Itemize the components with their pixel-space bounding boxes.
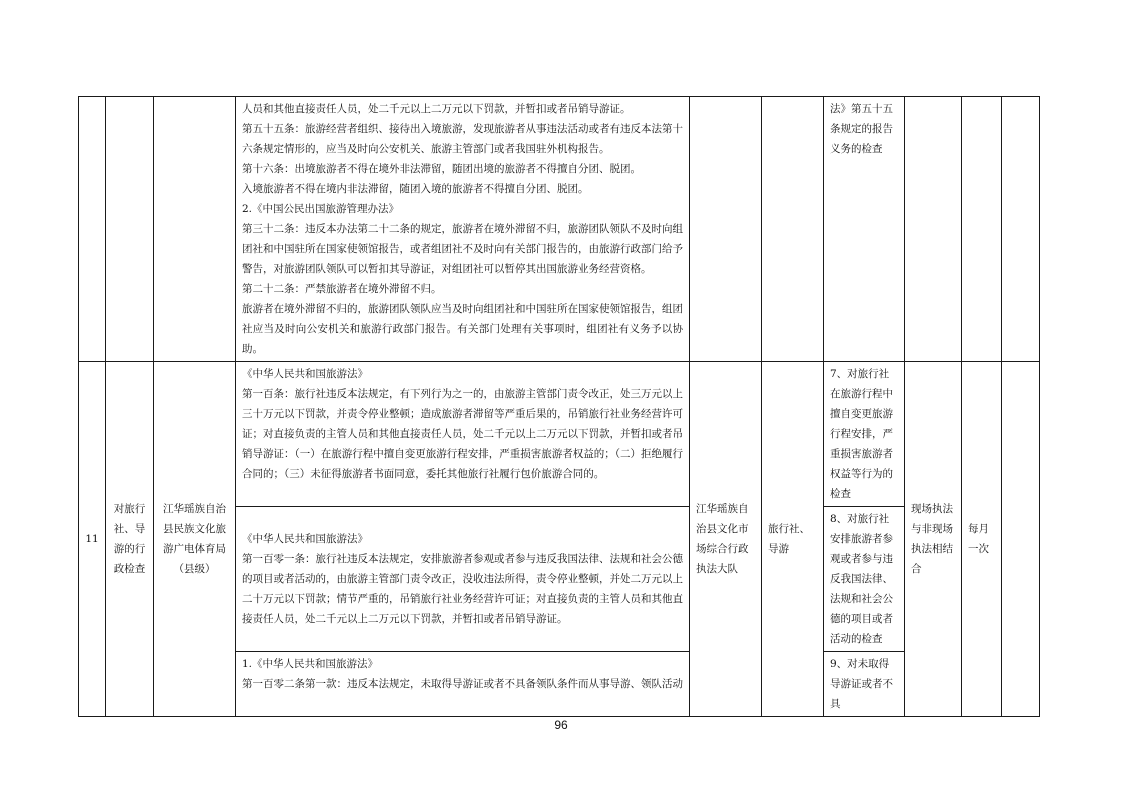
table-row bbox=[79, 362, 1040, 507]
cell-content: 法》第五十五条规定的报告义务的检查 bbox=[824, 97, 905, 362]
cell-dept bbox=[154, 97, 236, 362]
cell-num: 11 bbox=[79, 362, 106, 717]
basis-line: 2.《中国公民出国旅游管理办法》 bbox=[242, 203, 400, 215]
cell-content: 9、对未取得导游证或者不具 bbox=[824, 652, 905, 717]
cell-basis bbox=[236, 652, 690, 717]
basis-line: 第三十二条：违反本办法第二十二条的规定，旅游者在境外滞留不归，旅游团队领队不及时向组团社和中国驻所在国家使领馆报告，或者组团社不及时向有关部门报告的，由旅游行政部门给予警告，对旅游团队领队可以暂扣其导游证，对组团社可以暂停其出国旅游业务经营资格。 bbox=[242, 223, 683, 275]
inspection-table bbox=[78, 96, 1040, 717]
basis-line: 第一百零一条：旅行社违反本法规定，安排旅游者参观或者参与违反我国法律、法规和社会公德的项目或者活动的，由旅游主管部门责令改正，没收违法所得，责令停业整顿，并处二万元以上二十万元以下罚款；情节严重的，吊销旅行社业务经营许可证；对直接负责的主管人员和其他直接责任人员，处二千元以上二万元以下罚款，并暂扣或者吊销导游证。 bbox=[242, 553, 683, 625]
cell-frequency: 每月一次 bbox=[962, 362, 1002, 717]
cell-remark bbox=[1002, 97, 1040, 362]
basis-line: 第二十二条：严禁旅游者在境外滞留不归。 bbox=[242, 283, 442, 295]
cell-basis bbox=[236, 507, 690, 652]
cell-dept: 江华瑶族自治县民族文化旅游广电体育局（县级） bbox=[154, 362, 236, 717]
basis-line: 1.《中华人民共和国旅游法》 bbox=[242, 658, 379, 670]
table-row bbox=[79, 97, 1040, 362]
cell-basis bbox=[236, 362, 690, 507]
cell-object: 旅行社、导游 bbox=[762, 362, 824, 717]
basis-line: 入境旅游者不得在境内非法滞留，随团入境的旅游者不得擅自分团、脱团。 bbox=[242, 183, 589, 195]
cell-executor: 江华瑶族自治县文化市场综合行政执法大队 bbox=[690, 362, 762, 717]
basis-line: 旅游者在境外滞留不归的，旅游团队领队应当及时向组团社和中国驻所在国家使领馆报告，组团社应当及时向公安机关和旅游行政部门报告。有关部门处理有关事项时，组团社有义务予以协助。 bbox=[242, 303, 683, 355]
basis-line: 第一百零二条第一款：违反本法规定，未取得导游证或者不具备领队条件而从事导游、领队活动 bbox=[242, 678, 683, 690]
cell-basis bbox=[236, 97, 690, 362]
basis-line: 人员和其他直接责任人员，处二千元以上二万元以下罚款，并暂扣或者吊销导游证。 bbox=[242, 103, 631, 115]
basis-line: 《中华人民共和国旅游法》 bbox=[242, 368, 368, 380]
cell-content: 7、对旅行社在旅游行程中擅自变更旅游行程安排，严重损害旅游者权益等行为的检查 bbox=[824, 362, 905, 507]
basis-line: 第五十五条：旅游经营者组织、接待出入境旅游，发现旅游者从事违法活动或者有违反本法第十六条规定情形的，应当及时向公安机关、旅游主管部门或者我国驻外机构报告。 bbox=[242, 123, 683, 155]
cell-method: 现场执法与非现场执法相结合 bbox=[905, 362, 962, 717]
basis-line: 《中华人民共和国旅游法》 bbox=[242, 533, 368, 545]
basis-line: 第一百条：旅行社违反本法规定，有下列行为之一的，由旅游主管部门责令改正，处三万元以上三十万元以下罚款，并责令停业整顿；造成旅游者滞留等严重后果的，吊销旅行社业务经营许可证；对直接负责的主管人员和其他直接责任人员，处二千元以上二万元以下罚款，并暂扣或者吊销导游证：（一）在旅游行程中擅自变更旅游行程安排，严重损害旅游者权益的；（二）拒绝履行合同的；（三）未征得旅游者书面同意，委托其他旅行社履行包价旅游合同的。 bbox=[242, 388, 683, 480]
page-number: 96 bbox=[554, 718, 568, 732]
cell-object bbox=[762, 97, 824, 362]
cell-frequency bbox=[962, 97, 1002, 362]
cell-executor bbox=[690, 97, 762, 362]
cell-content: 8、对旅行社安排旅游者参观或者参与违反我国法律、法规和社会公德的项目或者活动的检查 bbox=[824, 507, 905, 652]
cell-method bbox=[905, 97, 962, 362]
cell-item bbox=[106, 97, 154, 362]
cell-remark bbox=[1002, 362, 1040, 717]
basis-line: 第十六条：出境旅游者不得在境外非法滞留，随团出境的旅游者不得擅自分团、脱团。 bbox=[242, 163, 641, 175]
cell-item: 对旅行社、导游的行政检查 bbox=[106, 362, 154, 717]
cell-num bbox=[79, 97, 106, 362]
